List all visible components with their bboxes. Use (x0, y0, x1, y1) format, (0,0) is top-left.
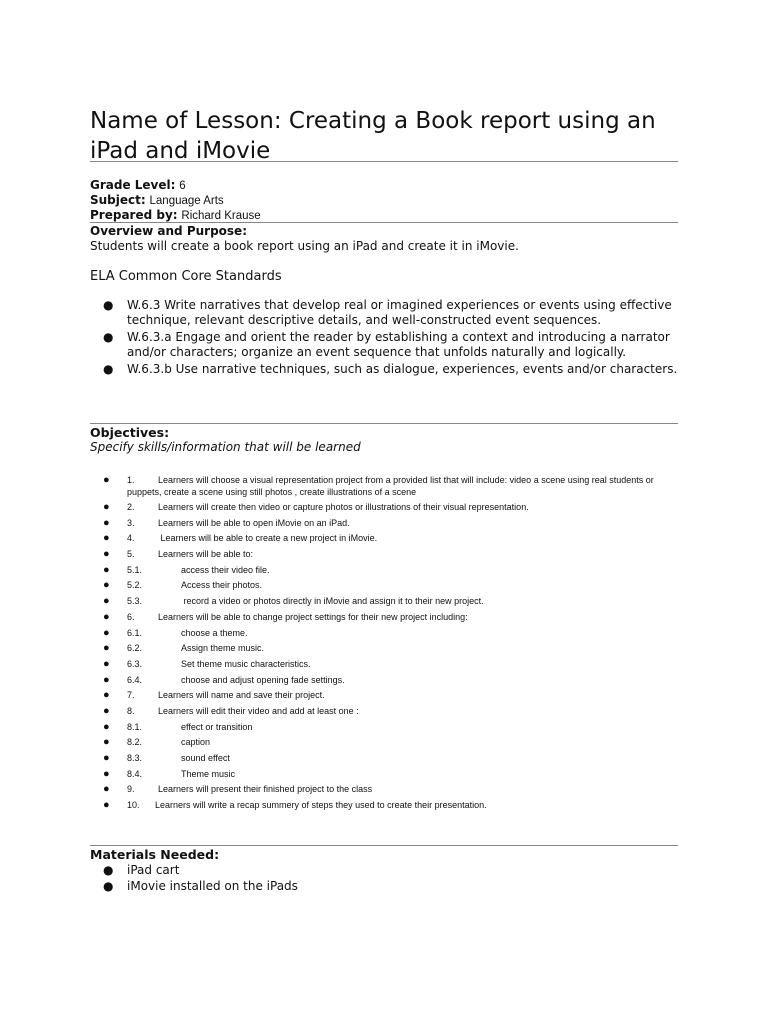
bullet-icon: ● (103, 642, 110, 655)
item-text: access their video file. (181, 564, 270, 575)
list-item (90, 548, 678, 564)
list-item (90, 674, 678, 690)
item-number: 8. (127, 705, 135, 716)
list-item (90, 298, 678, 328)
subject (90, 193, 224, 209)
list-item (90, 705, 678, 721)
list-item (90, 736, 678, 752)
materials-list (90, 862, 678, 894)
subject-value: Language Arts (149, 195, 224, 207)
bullet-icon: ● (103, 720, 110, 733)
item-text: Learners will write a recap summery of steps they used to create their presentation. (155, 800, 487, 811)
standard-text: W.6.3.a Engage and orient the reader by establishing a context and introducing a narrator and/or characters; organize an event sequence that unfolds naturally and logically. (127, 330, 670, 359)
standards-divider (90, 423, 678, 424)
item-text: effect or transition (181, 721, 253, 732)
bullet-icon: ● (103, 298, 114, 312)
list-item (90, 611, 678, 627)
item-text: choose a theme. (181, 627, 248, 638)
list-item (90, 362, 678, 377)
bullet-icon: ● (103, 752, 110, 764)
bullet-icon: ● (103, 863, 114, 877)
item-number: 5.3. (127, 596, 143, 607)
list-item (90, 752, 678, 768)
item-number: 2. (127, 502, 135, 512)
item-text: Learners will be able to create a new project in iMovie. (158, 533, 378, 544)
item-number: 1. (127, 475, 135, 485)
ela-heading: ELA Common Core Standards (90, 269, 282, 284)
prepared-by-value: Richard Krause (181, 210, 261, 222)
prepared-by-label: Prepared by: (90, 208, 178, 222)
item-number: 6.2. (127, 643, 143, 654)
list-item (90, 517, 678, 533)
bullet-icon: ● (103, 474, 110, 486)
list-item (90, 878, 678, 894)
bullet-icon: ● (103, 362, 114, 376)
bullet-icon: ● (103, 783, 110, 796)
item-text: Learners will edit their video and add at least one : (158, 705, 359, 716)
item-text: Theme music (181, 768, 236, 779)
item-text: Learners will choose a visual representation project from a provided list that will include: video a scene using real students or puppets, create a scene using still photos , create illustrations of a scene (127, 475, 654, 497)
item-number: 10. (127, 800, 140, 811)
list-item (90, 862, 678, 878)
list-item (90, 627, 678, 643)
objectives-subheading: Specify skills/information that will be learned (90, 440, 361, 454)
bullet-icon: ● (103, 548, 110, 561)
list-item (90, 595, 678, 611)
bullet-icon: ● (103, 879, 114, 893)
list-item (90, 474, 678, 501)
item-text: Set theme music characteristics. (181, 658, 311, 669)
bullet-icon: ● (103, 563, 110, 576)
item-text: choose and adjust opening fade settings. (181, 674, 345, 685)
list-item (90, 532, 678, 548)
item-text: sound effect (181, 753, 230, 763)
bullet-icon: ● (103, 626, 110, 639)
page-title: Name of Lesson: Creating a Book report using an iPad and iMovie (90, 108, 656, 164)
item-number: 6.4. (127, 674, 143, 685)
overview-text: Students will create a book report using an iPad and create it in iMovie. (90, 239, 519, 253)
list-item (90, 642, 678, 658)
item-number: 9. (127, 784, 135, 795)
material-text: iPad cart (127, 863, 180, 877)
item-text: Learners will name and save their project. (158, 690, 325, 701)
overview-heading: Overview and Purpose: (90, 224, 247, 238)
item-number: 6.3. (127, 658, 143, 669)
item-number: 5.1. (127, 564, 143, 575)
item-text: Learners will create then video or capture photos or illustrations of their visual representation. (158, 502, 529, 512)
grade-level-value: 6 (179, 180, 186, 192)
list-item (90, 564, 678, 580)
item-text: Learners will be able to change project settings for their new project including: (158, 611, 468, 622)
grade-level (90, 178, 186, 194)
item-text: Learners will be able to: (158, 549, 254, 560)
bullet-icon: ● (103, 767, 110, 780)
list-item (90, 783, 678, 799)
bullet-icon: ● (103, 579, 110, 592)
item-number: 8.2. (127, 737, 143, 748)
item-text: Learners will be able to open iMovie on an iPad. (158, 517, 350, 528)
item-number: 8.3. (127, 753, 143, 763)
item-text: Access their photos. (181, 580, 263, 591)
subject-label: Subject: (90, 193, 146, 207)
item-number: 8.1. (127, 721, 143, 732)
item-number: 5. (127, 549, 135, 560)
objectives-divider (90, 845, 678, 846)
item-number: 6.1. (127, 627, 143, 638)
bullet-icon: ● (103, 330, 114, 344)
standard-text: W.6.3 Write narratives that develop real or imagined experiences or events using effective technique, relevant descriptive details, and well-constructed event sequences. (127, 298, 672, 327)
ela-standards-list (90, 298, 678, 379)
bullet-icon: ● (103, 516, 110, 529)
item-number: 8.4. (127, 768, 143, 779)
meta-divider (90, 222, 678, 223)
bullet-icon: ● (103, 501, 110, 513)
list-item (90, 501, 678, 517)
title-divider (90, 161, 678, 162)
bullet-icon: ● (103, 704, 110, 717)
bullet-icon: ● (103, 610, 110, 623)
list-item (90, 721, 678, 737)
materials-heading: Materials Needed: (90, 847, 220, 862)
bullet-icon: ● (103, 532, 110, 545)
bullet-icon: ● (103, 595, 110, 608)
bullet-icon: ● (103, 799, 110, 812)
bullet-icon: ● (103, 657, 110, 670)
item-text: Assign theme music. (181, 643, 265, 654)
item-number: 7. (127, 690, 135, 701)
bullet-icon: ● (103, 689, 110, 702)
item-text: Learners will present their finished project to the class (158, 784, 373, 795)
objectives-list (90, 474, 678, 815)
list-item (90, 579, 678, 595)
item-text: caption (181, 737, 211, 748)
standard-text: W.6.3.b Use narrative techniques, such as dialogue, experiences, events and/or characters. (127, 362, 678, 376)
grade-level-label: Grade Level: (90, 178, 176, 192)
item-number: 3. (127, 517, 135, 528)
item-text: record a video or photos directly in iMovie and assign it to their new project. (181, 596, 484, 607)
bullet-icon: ● (103, 673, 110, 686)
list-item (90, 689, 678, 705)
objectives-heading: Objectives: (90, 425, 170, 440)
item-number: 4. (127, 533, 135, 544)
list-item (90, 799, 678, 815)
item-number: 5.2. (127, 580, 143, 591)
bullet-icon: ● (103, 736, 110, 749)
item-number: 6. (127, 611, 135, 622)
list-item (90, 330, 678, 360)
material-text: iMovie installed on the iPads (127, 879, 298, 893)
list-item (90, 768, 678, 784)
list-item (90, 658, 678, 674)
